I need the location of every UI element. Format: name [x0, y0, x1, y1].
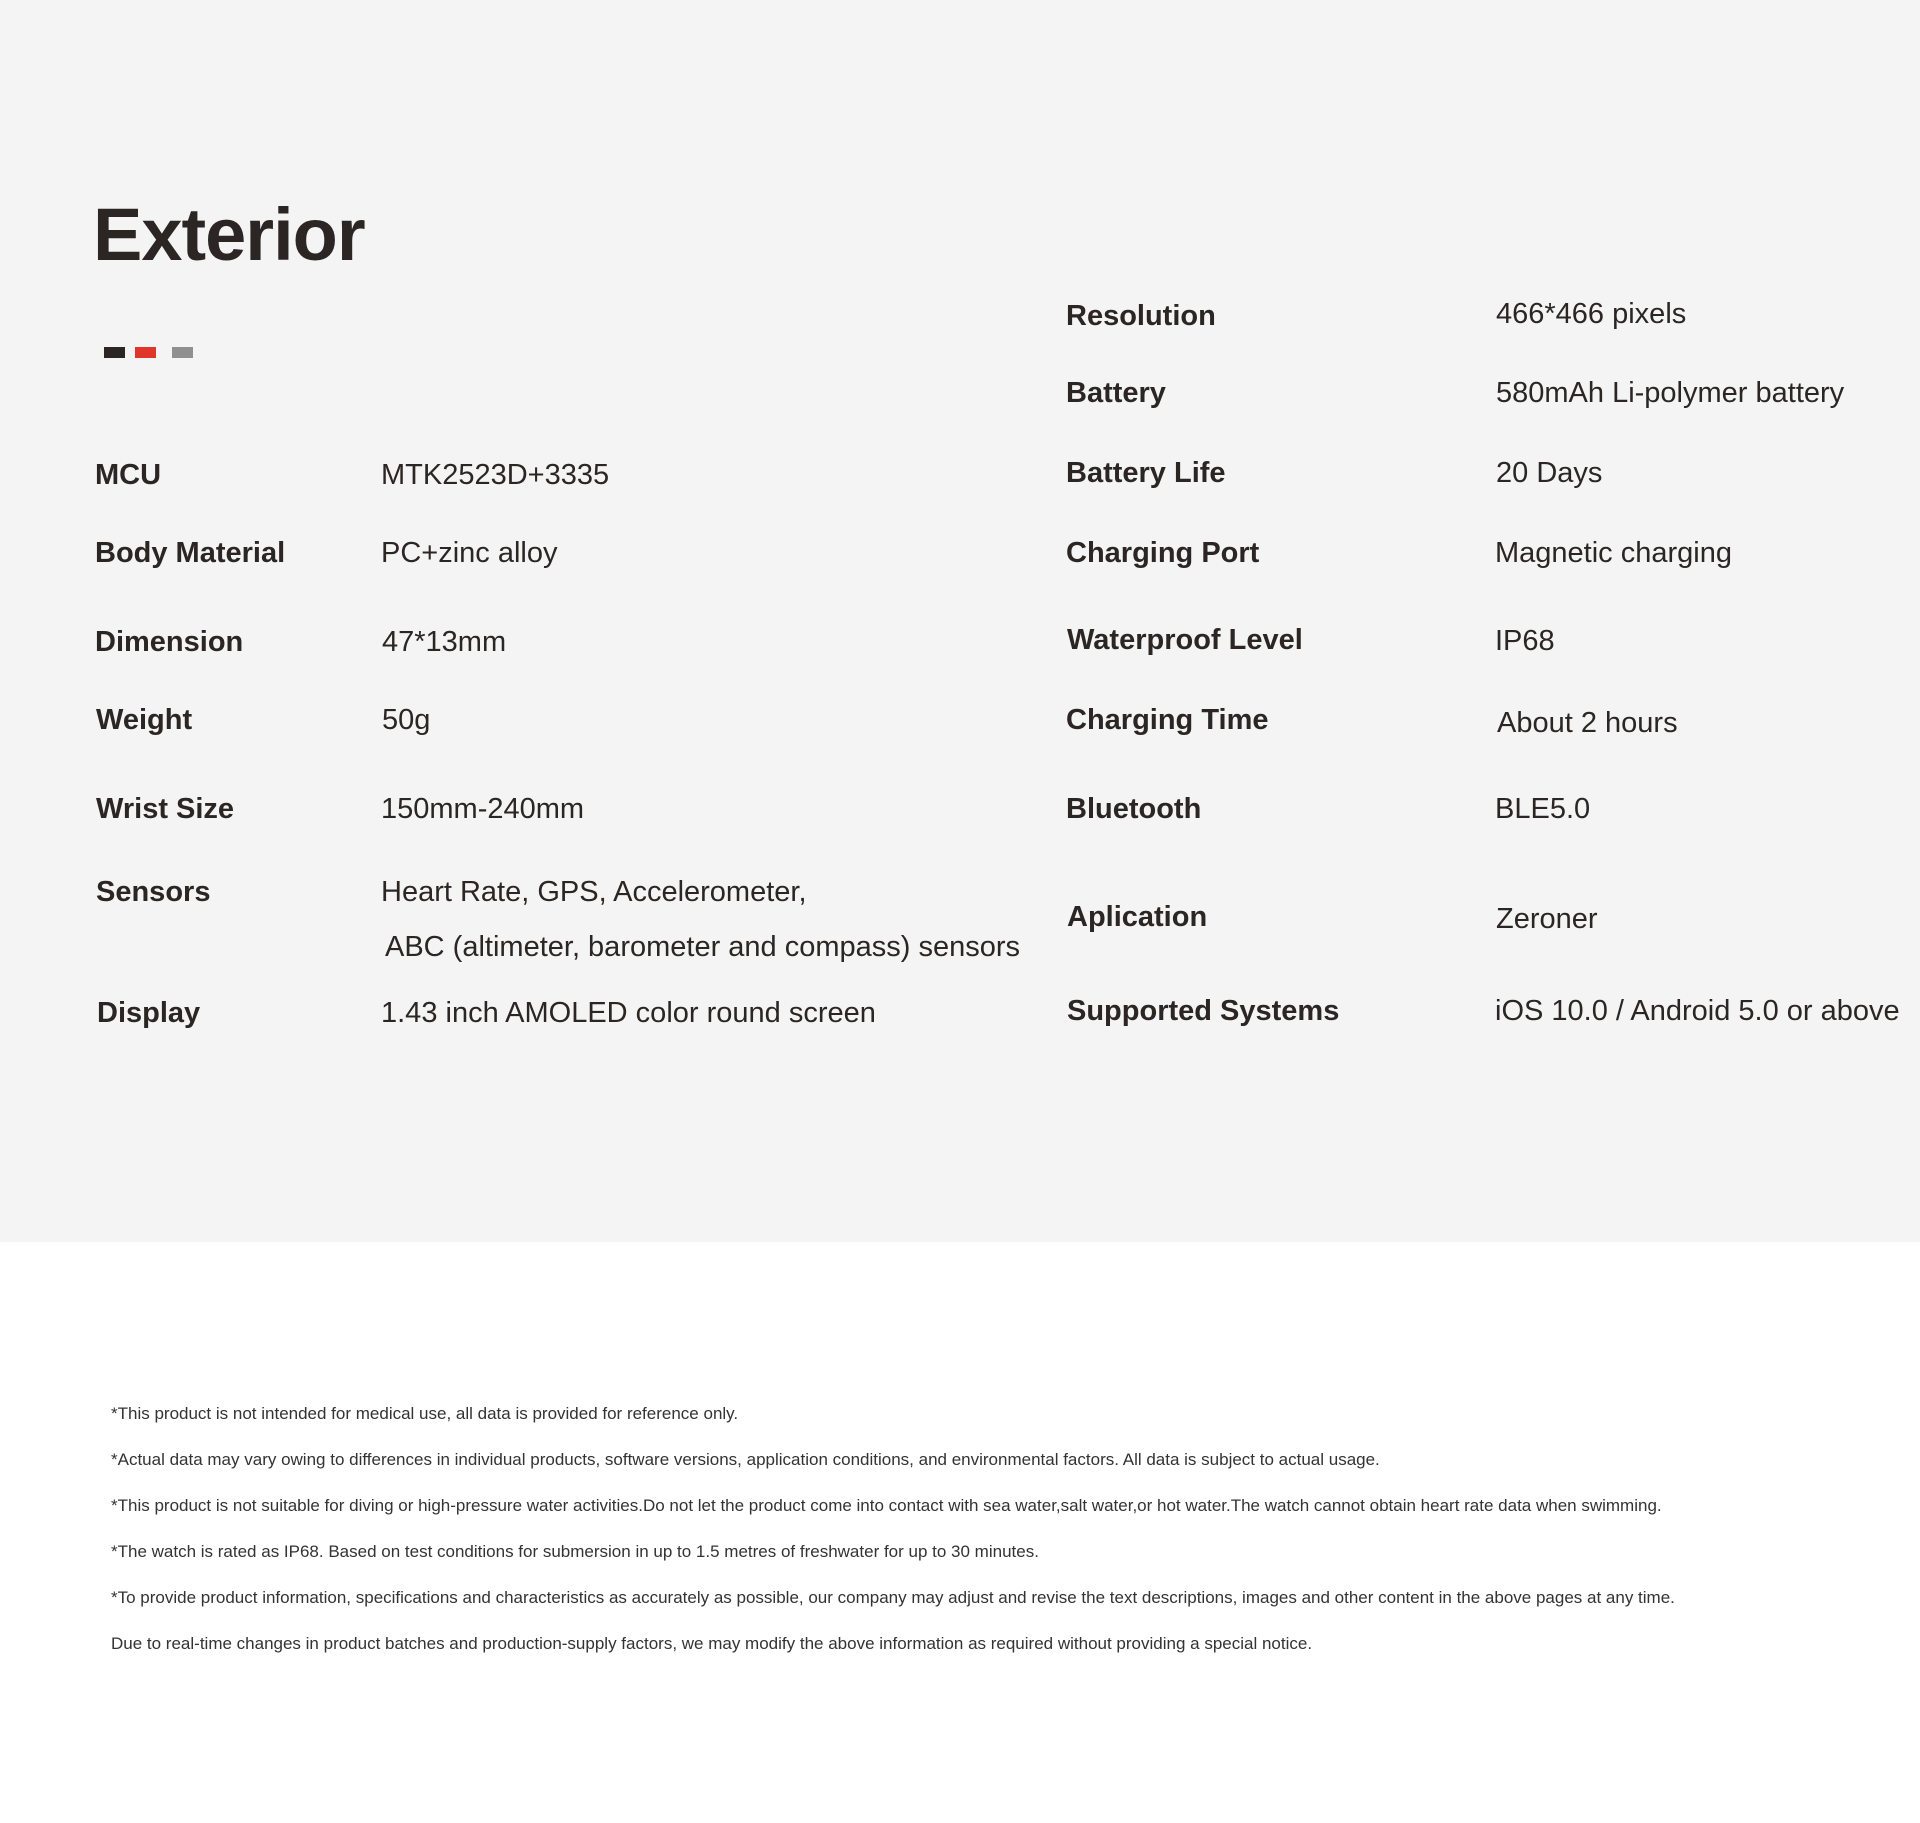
section-title: Exterior [93, 193, 365, 276]
swatch-red [135, 347, 156, 358]
disclaimer-item: Due to real-time changes in product batches and production-supply factors, we may modify the above information as required without providing a special notice. [111, 1634, 1313, 1653]
spec-label: Dimension [95, 626, 244, 658]
spec-label: MCU [95, 459, 162, 491]
spec-label: Battery Life [1066, 457, 1226, 489]
spec-label: Weight [96, 704, 193, 736]
spec-value: About 2 hours [1497, 707, 1678, 739]
swatch-grey [172, 347, 193, 358]
spec-value: 50g [382, 704, 431, 736]
spec-label: Charging Port [1066, 537, 1260, 569]
spec-value: PC+zinc alloy [381, 537, 558, 569]
spec-value: 580mAh Li-polymer battery [1496, 377, 1845, 409]
spec-value: 1.43 inch AMOLED color round screen [381, 997, 876, 1029]
spec-value: 47*13mm [382, 626, 507, 658]
disclaimer-item: *Actual data may vary owing to differences in individual products, software versions, application conditions, and environmental factors. All data is subject to actual usage. [111, 1450, 1380, 1469]
spec-value: 20 Days [1496, 457, 1603, 489]
spec-label: Display [97, 997, 201, 1029]
disclaimer-item: *To provide product information, specifications and characteristics as accurately as possible, our company may adjust and revise the text descriptions, images and other content in the above pages at any time. [111, 1588, 1675, 1607]
spec-label: Bluetooth [1066, 793, 1202, 825]
spec-label: Supported Systems [1067, 995, 1340, 1027]
disclaimer-item: *The watch is rated as IP68. Based on test conditions for submersion in up to 1.5 metres of freshwater for up to 30 minutes. [111, 1542, 1039, 1561]
spec-label: Wrist Size [96, 793, 235, 825]
spec-value: 466*466 pixels [1496, 298, 1687, 330]
spec-value: 150mm-240mm [381, 793, 585, 825]
spec-value: BLE5.0 [1495, 793, 1591, 825]
spec-label: Aplication [1067, 901, 1208, 933]
spec-label: Body Material [95, 537, 286, 569]
spec-value: Heart Rate, GPS, Accelerometer, [381, 876, 807, 908]
spec-value: IP68 [1495, 625, 1555, 657]
spec-value: MTK2523D+3335 [381, 459, 610, 491]
spec-value: iOS 10.0 / Android 5.0 or above [1495, 995, 1900, 1027]
spec-label: Sensors [96, 876, 211, 908]
disclaimer-item: *This product is not suitable for diving or high-pressure water activities.Do not let the product come into contact with sea water,salt water,or hot water.The watch cannot obtain heart rate data when swimming. [111, 1496, 1662, 1515]
spec-label: Battery [1066, 377, 1166, 409]
spec-value-line2: ABC (altimeter, barometer and compass) sensors [385, 931, 1021, 963]
spec-value: Zeroner [1496, 903, 1598, 935]
spec-label: Charging Time [1066, 704, 1269, 736]
swatch-dark [104, 347, 125, 358]
spec-label: Waterproof Level [1067, 624, 1303, 656]
spec-label: Resolution [1066, 300, 1216, 332]
spec-value: Magnetic charging [1495, 537, 1732, 569]
disclaimer-item: *This product is not intended for medical use, all data is provided for reference only. [111, 1404, 739, 1423]
